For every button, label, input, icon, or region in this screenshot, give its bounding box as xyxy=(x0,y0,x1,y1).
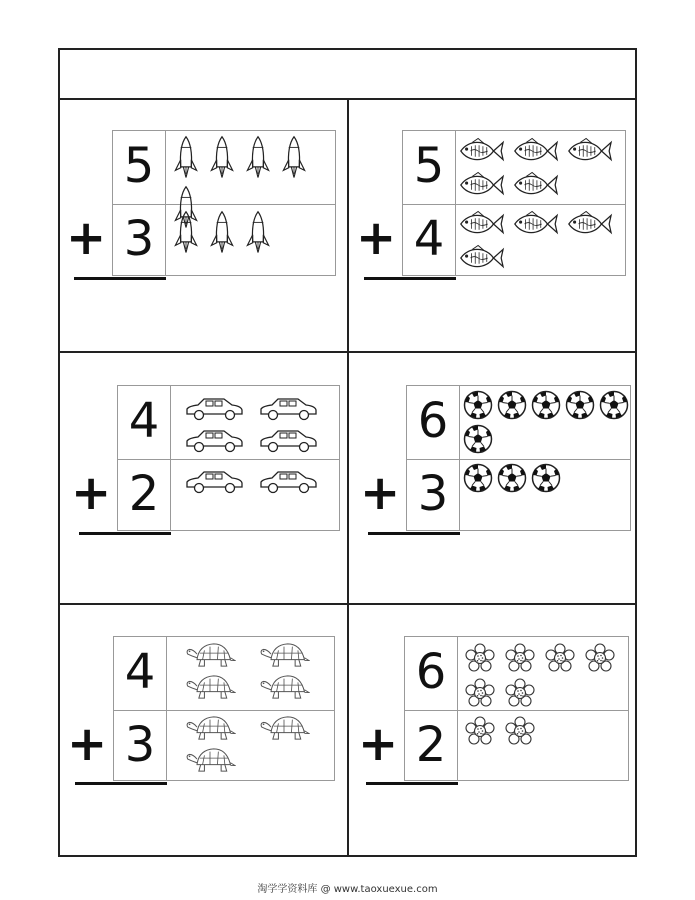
box-divider xyxy=(170,386,171,530)
flower-icon xyxy=(505,643,535,673)
addition-problem-box xyxy=(406,385,631,531)
fish-icon xyxy=(511,171,559,199)
box-divider xyxy=(407,459,630,460)
addition-problem-box xyxy=(117,385,340,531)
car-icon xyxy=(258,428,318,454)
car-icon xyxy=(184,469,244,495)
box-divider xyxy=(403,204,625,205)
fish-icon xyxy=(457,210,505,238)
car-icon xyxy=(258,396,318,422)
flower-icon xyxy=(465,643,495,673)
fish-icon xyxy=(565,137,613,165)
bottom-picture-group xyxy=(465,716,628,746)
top-addend: 4 xyxy=(128,393,160,449)
plus-sign: + xyxy=(71,465,112,521)
turtle-icon xyxy=(258,714,310,742)
top-addend: 6 xyxy=(415,644,447,700)
bottom-picture-group xyxy=(184,714,334,774)
answer-line xyxy=(79,532,171,535)
fish-icon xyxy=(457,137,505,165)
turtle-icon xyxy=(184,641,236,669)
rocket-icon xyxy=(243,210,273,256)
bottom-picture-group xyxy=(184,469,339,495)
answer-line xyxy=(74,277,166,280)
fish-icon xyxy=(457,171,505,199)
top-picture-group xyxy=(184,641,334,701)
top-picture-group xyxy=(457,137,625,199)
grid-divider-vertical xyxy=(347,100,349,857)
rocket-icon xyxy=(243,135,273,181)
flower-icon xyxy=(545,643,575,673)
box-divider xyxy=(459,386,460,530)
bottom-addend: 2 xyxy=(128,466,160,522)
box-divider xyxy=(405,710,628,711)
footer-text: 淘学学资料库 @ www.taoxuexue.com xyxy=(257,884,438,895)
top-picture-group xyxy=(465,643,628,708)
plus-sign: + xyxy=(360,465,401,521)
bottom-addend: 3 xyxy=(123,211,155,267)
bottom-picture-group xyxy=(463,463,630,493)
rocket-icon xyxy=(207,135,237,181)
soccer-ball-icon xyxy=(463,424,493,454)
fish-icon xyxy=(511,210,559,238)
bottom-addend: 2 xyxy=(415,717,447,773)
flower-icon xyxy=(505,678,535,708)
soccer-ball-icon xyxy=(599,390,629,420)
turtle-icon xyxy=(258,641,310,669)
car-icon xyxy=(184,396,244,422)
box-divider xyxy=(166,637,167,780)
turtle-icon xyxy=(184,673,236,701)
soccer-ball-icon xyxy=(497,390,527,420)
addition-problem-box xyxy=(402,130,626,276)
flower-icon xyxy=(505,716,535,746)
box-divider xyxy=(114,710,334,711)
plus-sign: + xyxy=(67,716,108,772)
answer-line xyxy=(75,782,167,785)
fish-icon xyxy=(511,137,559,165)
top-addend: 5 xyxy=(413,138,445,194)
top-picture-group xyxy=(184,396,339,454)
fish-icon xyxy=(457,244,505,272)
box-divider xyxy=(165,131,166,275)
soccer-ball-icon xyxy=(565,390,595,420)
top-addend: 5 xyxy=(123,138,155,194)
soccer-ball-icon xyxy=(463,463,493,493)
bottom-addend: 3 xyxy=(124,717,156,773)
turtle-icon xyxy=(258,673,310,701)
grid-divider-horizontal xyxy=(60,351,635,353)
soccer-ball-icon xyxy=(531,390,561,420)
answer-line xyxy=(366,782,458,785)
worksheet-header xyxy=(60,50,635,100)
answer-line xyxy=(364,277,456,280)
flower-icon xyxy=(585,643,615,673)
bottom-addend: 3 xyxy=(417,466,449,522)
turtle-icon xyxy=(184,746,236,774)
soccer-ball-icon xyxy=(497,463,527,493)
top-addend: 6 xyxy=(417,393,449,449)
rocket-icon xyxy=(171,135,201,181)
bottom-picture-group xyxy=(171,210,335,256)
box-divider xyxy=(457,637,458,780)
soccer-ball-icon xyxy=(463,390,493,420)
addition-problem-box xyxy=(404,636,629,781)
fish-icon xyxy=(565,210,613,238)
car-icon xyxy=(184,428,244,454)
top-picture-group xyxy=(463,390,630,454)
flower-icon xyxy=(465,716,495,746)
car-icon xyxy=(258,469,318,495)
plus-sign: + xyxy=(356,210,397,266)
turtle-icon xyxy=(184,714,236,742)
box-divider xyxy=(118,459,339,460)
bottom-picture-group xyxy=(457,210,625,272)
plus-sign: + xyxy=(358,716,399,772)
plus-sign: + xyxy=(66,210,107,266)
top-addend: 4 xyxy=(124,644,156,700)
rocket-icon xyxy=(171,210,201,256)
grid-divider-horizontal xyxy=(60,603,635,605)
rocket-icon xyxy=(207,210,237,256)
rocket-icon xyxy=(279,135,309,181)
soccer-ball-icon xyxy=(531,463,561,493)
flower-icon xyxy=(465,678,495,708)
bottom-addend: 4 xyxy=(413,211,445,267)
answer-line xyxy=(368,532,460,535)
addition-problem-box xyxy=(112,130,336,276)
box-divider xyxy=(455,131,456,275)
addition-problem-box xyxy=(113,636,335,781)
